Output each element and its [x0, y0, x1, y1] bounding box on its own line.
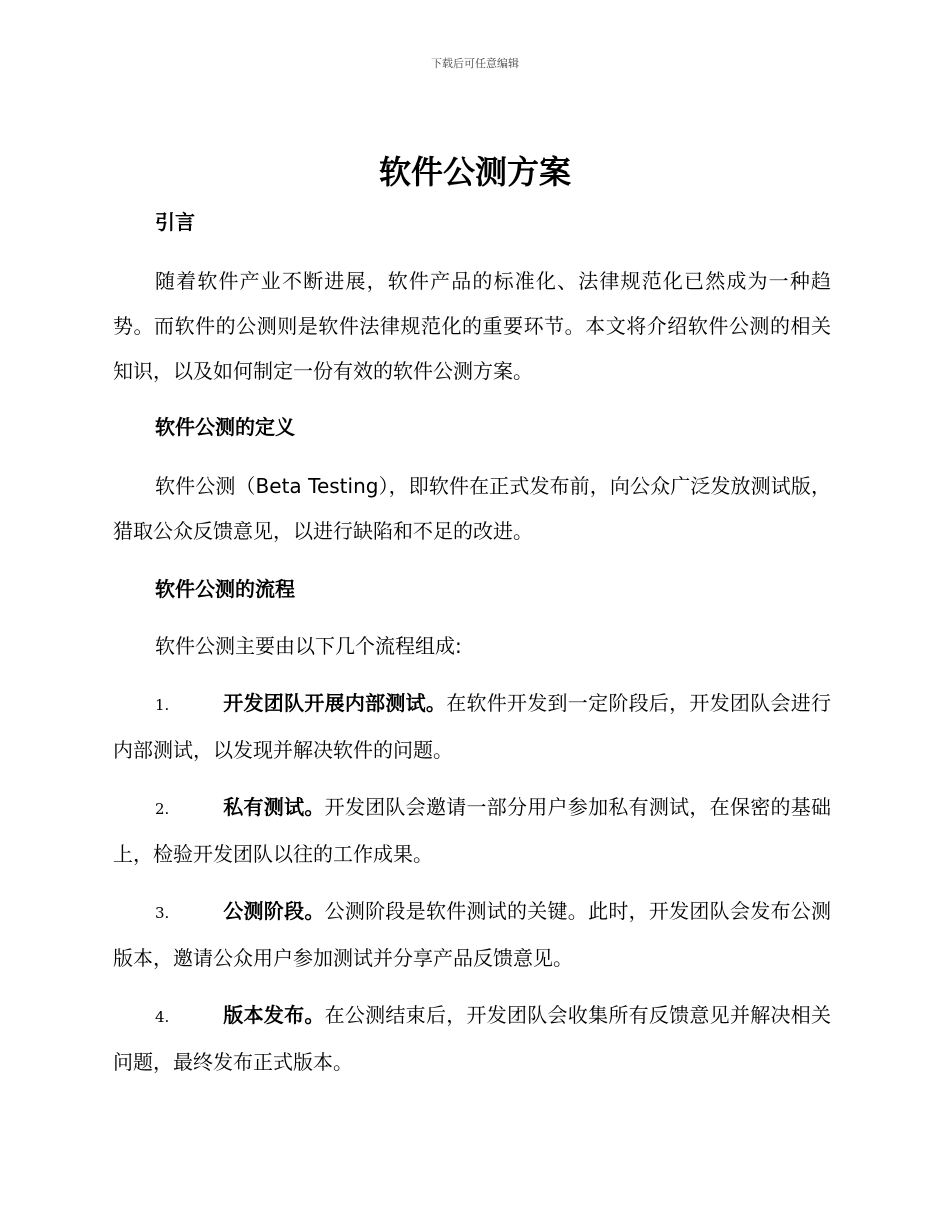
list-item-lead: 开发团队开展内部测试。	[223, 691, 447, 715]
list-item-text: 公测阶段是软件测试的关键。此时，开发团队会发布公测版本，邀请公众用户参加测试并分享产品反馈意见。	[113, 899, 832, 970]
list-item-text: 在软件开发到一定阶段后，开发团队会进行内部测试，以发现并解决软件的问题。	[113, 691, 832, 762]
list-item-number: 1.	[155, 696, 170, 714]
list-item-number: 2.	[155, 800, 170, 818]
process-list	[113, 681, 831, 1085]
document-title: 软件公测方案	[378, 153, 571, 191]
list-item-text: 在公测结束后，开发团队会收集所有反馈意见并解决相关问题，最终发布正式版本。	[113, 1003, 832, 1074]
list-item-lead: 私有测试。	[223, 795, 325, 819]
list-item-lead: 版本发布。	[223, 1003, 325, 1027]
list-item	[113, 993, 831, 1085]
list-item-number: 4.	[155, 1008, 170, 1026]
intro-paragraph: 随着软件产业不断进展，软件产品的标准化、法律规范化已然成为一种趋势。而软件的公测则是软件法律规范化的重要环节。本文将介绍软件公测的相关知识，以及如何制定一份有效的软件公测方案。	[113, 269, 831, 383]
list-item	[113, 785, 831, 877]
list-item-lead: 公测阶段。	[223, 899, 325, 923]
section-heading-intro: 引言	[155, 210, 195, 234]
header-note: 下载后可任意编辑	[431, 57, 519, 70]
process-intro-paragraph: 软件公测主要由以下几个流程组成:	[155, 634, 462, 658]
section-heading-definition: 软件公测的定义	[155, 415, 295, 439]
list-item-number: 3.	[155, 904, 170, 922]
section-heading-process: 软件公测的流程	[155, 577, 295, 601]
definition-paragraph: 软件公测（Beta Testing），即软件在正式发布前，向公众广泛发放测试版，猎取公众反馈意见，以进行缺陷和不足的改进。	[113, 474, 831, 543]
document-body	[113, 205, 831, 1085]
list-item-text: 开发团队会邀请一部分用户参加私有测试，在保密的基础上，检验开发团队以往的工作成果。	[113, 795, 832, 866]
list-item	[113, 889, 831, 981]
list-item	[113, 681, 831, 773]
